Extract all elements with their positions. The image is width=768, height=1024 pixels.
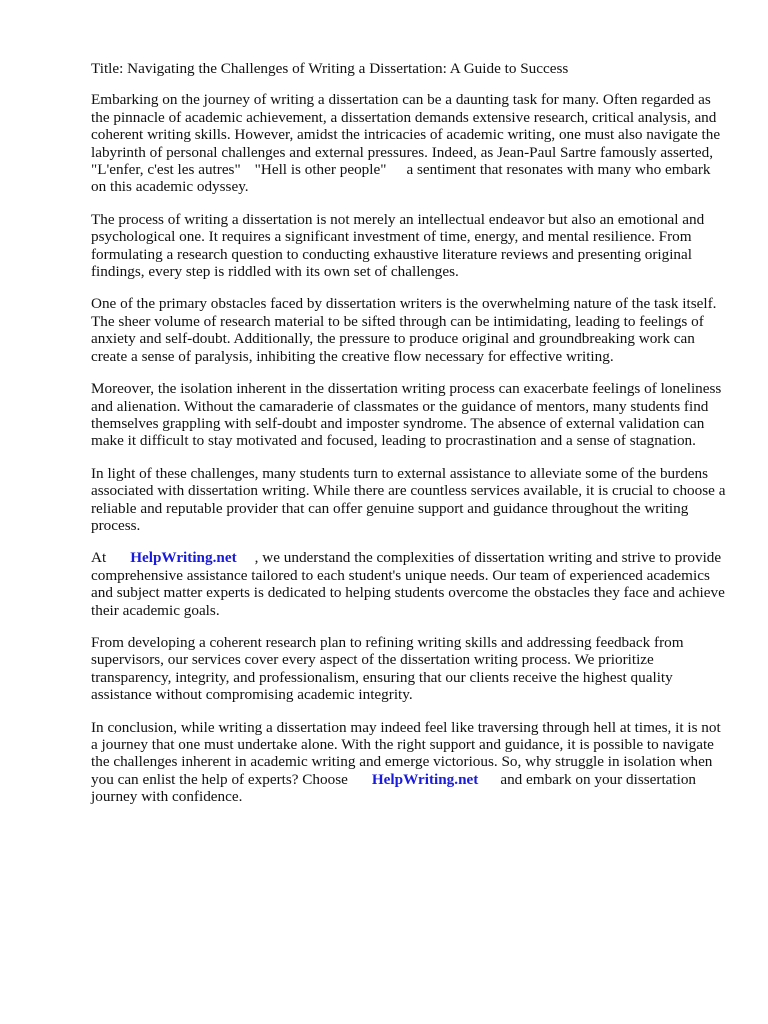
helpwriting-link[interactable]: HelpWriting.net xyxy=(130,549,237,567)
paragraph-assistance: In light of these challenges, many students turn to external assistance to alleviate some of the burdens associated with dissertation writing. While there are countless services available, it is crucial to choose a reliable and reputable provider that can offer genuine support and guidance throughout the writing process. xyxy=(91,464,726,534)
conclusion-text-end: and embark on your dissertation journey with confidence. xyxy=(91,770,697,806)
paragraph-service xyxy=(91,549,728,619)
paragraph-process: The process of writing a dissertation is not merely an intellectual endeavor but also an emotional and psychological one. It requires a significant investment of time, energy, and mental resilience. From formulating a research question to conducting exhaustive literature reviews and presenting original findings, every step is riddled with its own set of challenges. xyxy=(91,210,705,281)
service-text-end: , we understand the complexities of dissertation writing and strive to provide comprehensive assistance tailored to each student's unique needs. Our team of experienced academics and subject matter experts is dedicated to helping students overcome the obstacles they face and achieve their academic goals. xyxy=(91,549,725,619)
paragraph-isolation: Moreover, the isolation inherent in the dissertation writing process can exacerbate feelings of loneliness and alienation. Without the camaraderie of classmates or the guidance of mentors, many students find themselves grappling with self-doubt and imposter syndrome. The absence of external validation can make it difficult to stay motivated and focused, leading to procrastination and a sense of stagnation. xyxy=(91,380,722,450)
intro-text: Embarking on the journey of writing a dissertation can be a daunting task for many. Often regarded as the pinnacle of academic achievement, a dissertation demands extensive research, critical analysis, and coherent writing skills. However, amidst the intricacies of academic writing, one must also navigate the labyrinth of personal challenges and external pressures. Indeed, as Jean-Paul Sartre famously asserted, "L'enfer, c'est les autres" xyxy=(91,91,721,179)
service-text-start: At xyxy=(91,549,107,567)
intro-quote: "Hell is other people" xyxy=(254,161,387,179)
paragraph-obstacles: One of the primary obstacles faced by dissertation writers is the overwhelming nature of the task itself. The sheer volume of research material to be sifted through can be intimidating, leading to feelings of anxiety and self-doubt. Additionally, the pressure to produce original and groundbreaking work can create a sense of paralysis, inhibiting the creative flow necessary for effective writing. xyxy=(91,295,717,365)
paragraph-services-scope: From developing a coherent research plan to refining writing skills and addressing feedback from supervisors, our services cover every aspect of the dissertation writing process. We prioritize transparency, integrity, and professionalism, ensuring that our clients receive the highest quality assistance without compromising academic integrity. xyxy=(91,633,684,704)
helpwriting-link-conclusion[interactable]: HelpWriting.net xyxy=(371,770,479,788)
intro-text-end: a sentiment that resonates with many who embark on this academic odyssey. xyxy=(91,161,711,196)
paragraph-intro xyxy=(91,91,728,195)
conclusion-text-start: In conclusion, while writing a dissertation may indeed feel like traversing through hell at times, it is not a journey that one must undertake alone. With the right support and guidance, it is possible to navigate the challenges inherent in academic writing and emerge victorious. So, why struggle in isolation when you can enlist the help of experts? Choose xyxy=(91,718,721,788)
paragraph-conclusion xyxy=(91,719,728,806)
document-title: Title: Navigating the Challenges of Writing a Dissertation: A Guide to Success xyxy=(91,60,569,77)
